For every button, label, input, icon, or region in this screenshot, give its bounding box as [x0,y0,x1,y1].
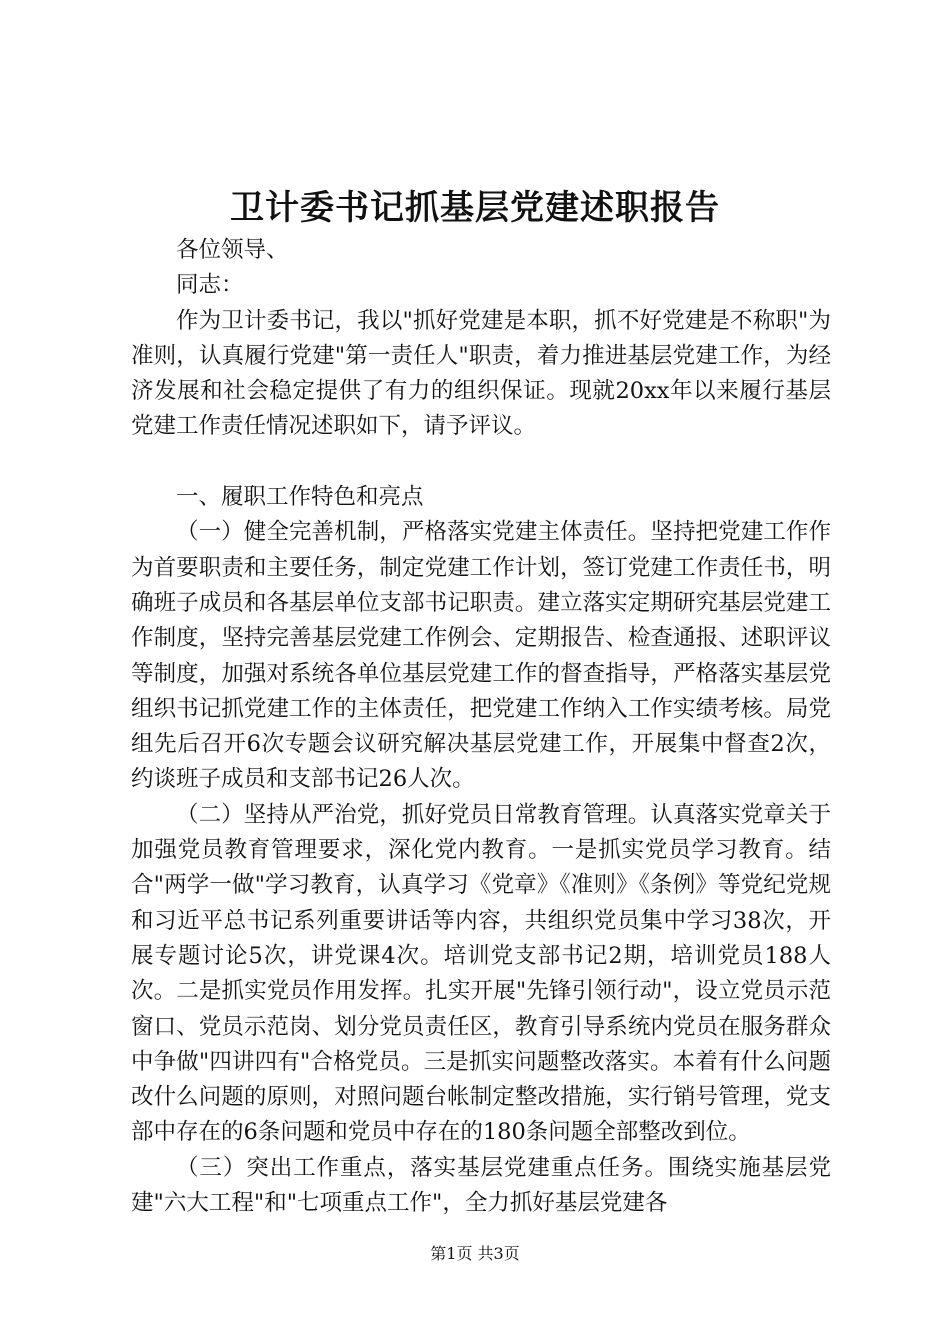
salutation-line-1: 各位领导、 [176,237,289,263]
intro-paragraph: 作为卫计委书记，我以"抓好党建是本职，抓不好党建是不称职"为准则，认真履行党建"第一责任人"职责，着力推进基层党建工作，为经济发展和社会稳定提供了有力的组织保证。现就20xx年以来履行基层党建工作责任情况述职如下，请予评议。 [131,307,831,440]
salutation-line-2: 同志： [176,272,244,299]
section-heading: 一、履职工作特色和亮点 [176,484,424,511]
page-title: 卫计委书记抓基层党建述职报告 [230,188,720,228]
paragraph-1: （一）健全完善机制，严格落实党建主体责任。坚持把党建工作作为首要职责和主要任务，制定党建工作计划，签订党建工作责任书，明确班子成员和各基层单位支部书记职责。建立落实定期研究基层党建工作制度，坚持完善基层党建工作例会、定期报告、检查通报、述职评议等制度，加强对系统各单位基层党建工作的督查指导，严格落实基层党组织书记抓党建工作的主体责任，把党建工作纳入工作实绩考核。局党组先后召开6次专题会议研究解决基层党建工作，开展集中督查2次，约谈班子成员和支部书记26人次。 [131,519,831,793]
paragraph-3: （三）突出工作重点，落实基层党建重点任务。围绕实施基层党建"六大工程"和"七项重点工作"，全力抓好基层党建各 [131,1154,831,1217]
page-footer: 第1页 共3页 [430,1244,520,1263]
document-body [131,233,831,1221]
paragraph-2: （二）坚持从严治党，抓好党员日常教育管理。认真落实党章关于加强党员教育管理要求，深化党内教育。一是抓实党员学习教育。结合"两学一做"学习教育，认真学习《党章》《准则》《条例》等党纪党规和习近平总书记系列重要讲话等内容，共组织党员集中学习38次，开展专题讨论5次，讲党课4次。培训党支部书记2期，培训党员188人次。二是抓实党员作用发挥。扎实开展"先锋引领行动"，设立党员示范窗口、党员示范岗、划分党员责任区，教育引导系统内党员在服务群众中争做"四讲四有"合格党员。三是抓实问题整改落实。本着有什么问题改什么问题的原则，对照问题台帐制定整改措施，实行销号管理，党支部中存在的6条问题和党员中存在的180条问题全部整改到位。 [131,801,831,1146]
paragraph-spacer [131,445,831,480]
